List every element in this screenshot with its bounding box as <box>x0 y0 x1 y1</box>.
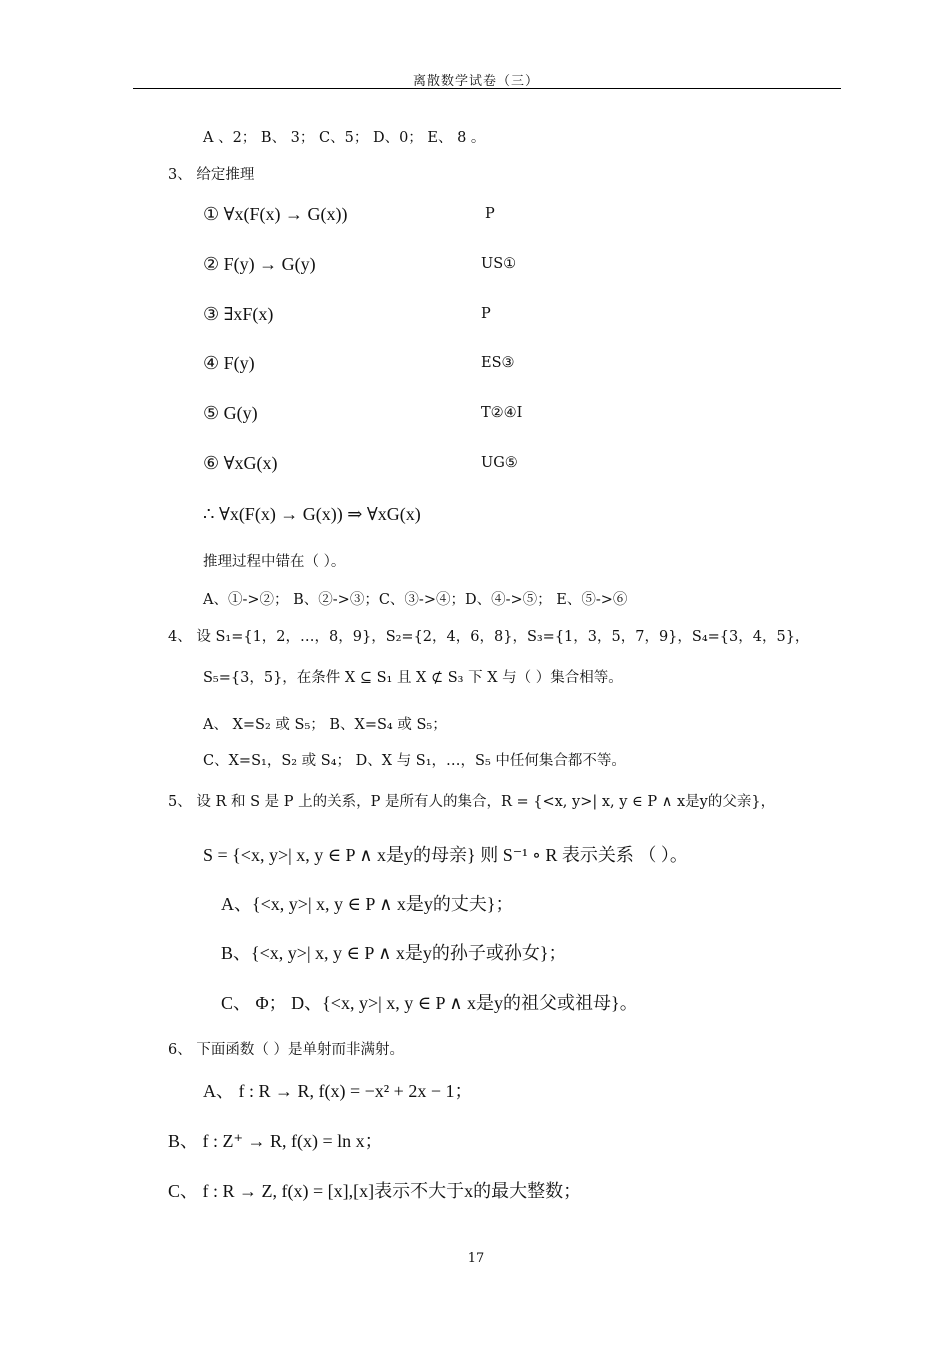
step-4-formula: ④ F(y) <box>203 353 255 373</box>
step-6-formula: ⑥ ∀xG(x) <box>203 453 278 473</box>
step-3-formula: ③ ∃xF(x) <box>203 304 274 324</box>
q6-option-b: B、 f : Z⁺ → R, f(x) = ln x； <box>168 1131 383 1151</box>
step-4-rule: ES③ <box>481 355 515 371</box>
q2-options: A 、2； B、 3； C、5； D、0； E、 8 。 <box>203 130 486 146</box>
step-1-rule: P <box>485 206 495 222</box>
step-5-rule: T②④I <box>481 405 523 421</box>
q3-stem: 3、 给定推理 <box>168 167 255 183</box>
q6-stem: 6、 下面函数（ ）是单射而非满射。 <box>168 1042 404 1058</box>
step-3-rule: P <box>481 306 491 322</box>
page-number: 17 <box>467 1251 485 1266</box>
q5-stem: 5、 设 R 和 S 是 P 上的关系，P 是所有人的集合，R = {<x, y>| x, y ∈ P ∧ x是y的父亲}， <box>168 794 776 810</box>
q4-options-ab: A、 X=S₂ 或 S₅； B、X=S₄ 或 S₅； <box>203 717 447 733</box>
step-2-formula: ② F(y) → G(y) <box>203 254 316 274</box>
q3-question: 推理过程中错在（ ）。 <box>203 554 346 570</box>
page-header-title: 离散数学试卷（三） <box>412 74 539 89</box>
step-2-rule: US① <box>481 256 517 272</box>
header-rule <box>133 88 841 89</box>
conclusion-formula: ∴ ∀x(F(x) → G(x)) ⇒ ∀xG(x) <box>203 504 421 524</box>
q3-options: A、①->②； B、②->③；C、③->④；D、④->⑤； E、⑤->⑥ <box>203 592 628 608</box>
q5-option-cd: C、 Φ； D、{<x, y>| x, y ∈ P ∧ x是y的祖父或祖母}。 <box>221 993 638 1013</box>
q5-option-b: B、{<x, y>| x, y ∈ P ∧ x是y的孙子或孙女}； <box>221 943 567 963</box>
q4-stem: 4、 设 S₁={1，2，…，8，9}，S₂={2，4，6，8}，S₃={1，3，5，7，9}，S₄={3，4，5}， <box>168 629 810 645</box>
q4-options-cd: C、X=S₁，S₂ 或 S₄； D、X 与 S₁，…，S₅ 中任何集合都不等。 <box>203 753 626 769</box>
q4-condition: S₅={3，5}，在条件 X ⊆ S₁ 且 X ⊄ S₃ 下 X 与（ ）集合相等。 <box>203 670 623 686</box>
q6-option-a: A、 f : R → R, f(x) = −x² + 2x − 1； <box>203 1081 473 1101</box>
step-1-formula: ① ∀x(F(x) → G(x)) <box>203 204 348 224</box>
q6-option-c: C、 f : R → Z, f(x) = [x],[x]表示不大于x的最大整数； <box>168 1181 582 1201</box>
q5-option-a: A、{<x, y>| x, y ∈ P ∧ x是y的丈夫}； <box>221 894 514 914</box>
q5-relation-s: S = {<x, y>| x, y ∈ P ∧ x是y的母亲} 则 S⁻¹ ∘ R 表示关系 （ ）。 <box>203 845 688 865</box>
step-5-formula: ⑤ G(y) <box>203 403 258 423</box>
step-6-rule: UG⑤ <box>481 455 518 471</box>
